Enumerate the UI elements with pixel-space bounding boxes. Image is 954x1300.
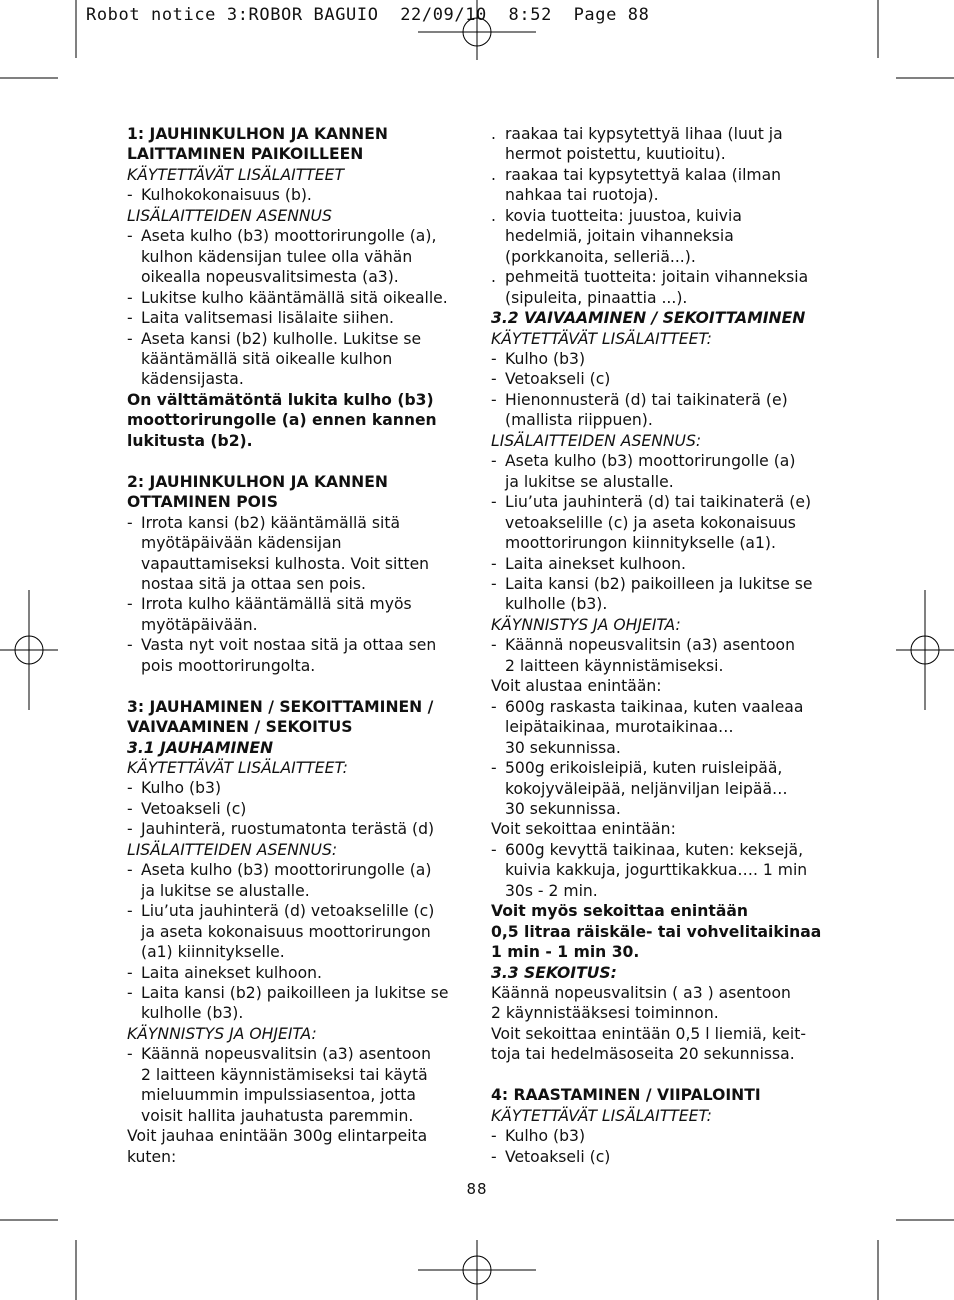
section-subtitle: 3.2 VAIVAAMINEN / SEKOITTAMINEN — [491, 309, 806, 328]
text-line: kovia tuotteita: juustoa, kuivia — [505, 206, 742, 225]
text-line: Kulho (b3) — [505, 349, 586, 368]
text-line: 30s - 2 min. — [505, 881, 598, 900]
text-line: 2 laitteen käynnistämiseksi tai käytä — [141, 1065, 428, 1084]
list-item — [491, 1126, 836, 1146]
list-marker: . — [491, 165, 496, 184]
list-item-text — [505, 554, 836, 574]
list-item — [127, 963, 472, 983]
list-item — [491, 635, 836, 676]
text-line: moottorirungon kiinnitykselle (a1). — [505, 534, 776, 553]
text-line: Kulho (b3) — [141, 779, 222, 798]
bold-heading: On välttämätöntä lukita kulho (b3) — [127, 390, 434, 409]
list-item-text — [141, 329, 472, 390]
list-item — [127, 288, 472, 308]
text-line: hedelmiä, joitain vihanneksia — [505, 227, 734, 246]
bold-heading: VAIVAAMINEN / SEKOITUS — [127, 718, 353, 737]
text-line: leipätaikinaa, murotaikinaa… — [505, 718, 734, 737]
list-item — [127, 226, 472, 287]
list-item-text — [505, 390, 836, 431]
bold-heading: LAITTAMINEN PAIKOILLEEN — [127, 145, 364, 164]
text-line: kulholle (b3). — [505, 595, 608, 614]
text-line: 2 laitteen käynnistämiseksi. — [505, 656, 724, 675]
list-item-text — [141, 513, 472, 595]
bold-heading: Voit myös sekoittaa enintään — [491, 902, 748, 921]
italic-subheading: KÄYTETTÄVÄT LISÄLAITTEET: — [491, 1106, 712, 1125]
spacer — [127, 676, 472, 696]
list-item-text — [141, 635, 472, 676]
list-item — [491, 554, 836, 574]
text-line: Vetoakseli (c) — [141, 799, 247, 818]
text-line: Hienonnusterä (d) tai taikinaterä (e) — [505, 390, 788, 409]
list-item-text — [505, 165, 836, 206]
paragraph-line: Voit sekoittaa enintään: — [491, 820, 676, 839]
list-item-text — [141, 901, 472, 962]
list-marker: - — [491, 493, 497, 512]
list-marker: - — [127, 861, 133, 880]
text-line: Irrota kulho kääntämällä sitä myös — [141, 595, 412, 614]
list-marker: - — [127, 595, 133, 614]
list-marker: - — [491, 349, 497, 368]
text-line: Vetoakseli (c) — [505, 1147, 611, 1166]
text-line: kulholle (b3). — [141, 1004, 244, 1023]
list-item-text — [141, 226, 472, 287]
list-item — [491, 206, 836, 267]
list-item-text — [505, 635, 836, 676]
text-line: 500g erikoisleipiä, kuten ruisleipää, — [505, 759, 783, 778]
paragraph-line: 2 käynnistääksesi toiminnon. — [491, 1004, 719, 1023]
list-marker: - — [491, 574, 497, 593]
text-line: 600g kevyttä taikinaa, kuten: keksejä, — [505, 840, 804, 859]
bold-heading: 1 min - 1 min 30. — [491, 943, 640, 962]
list-marker: - — [127, 820, 133, 839]
text-line: kulhon kädensijan tulee olla vähän — [141, 247, 413, 266]
text-line: Laita ainekset kulhoon. — [141, 963, 322, 982]
list-item — [491, 349, 836, 369]
bold-heading: 0,5 litraa räiskäle- tai vohvelitaikinaa — [491, 922, 822, 941]
text-line: Aseta kulho (b3) moottorirungolle (a) — [505, 452, 796, 471]
paragraph-line: Voit sekoittaa enintään 0,5 l liemiä, keit- — [491, 1024, 806, 1043]
text-line: Aseta kulho (b3) moottorirungolle (a) — [141, 861, 432, 880]
text-line: Kulhokokonaisuus (b). — [141, 186, 312, 205]
italic-subheading: KÄYTETTÄVÄT LISÄLAITTEET — [127, 165, 345, 184]
list-marker: - — [127, 963, 133, 982]
bold-heading: 4: RAASTAMINEN / VIIPALOINTI — [491, 1086, 761, 1105]
bold-heading: lukitusta (b2). — [127, 431, 253, 450]
text-line: Jauhinterä, ruostumatonta terästä (d) — [141, 820, 435, 839]
list-item-text — [141, 799, 472, 819]
list-item — [491, 451, 836, 492]
list-marker: - — [491, 840, 497, 859]
paragraph-line: Voit alustaa enintään: — [491, 677, 662, 696]
text-line: Käännä nopeusvalitsin (a3) asentoon — [505, 636, 795, 655]
text-line: vapauttamiseksi kulhosta. Voit sitten — [141, 554, 430, 573]
section-subtitle: 3.1 JAUHAMINEN — [127, 738, 274, 757]
text-line: 600g raskasta taikinaa, kuten vaaleaa — [505, 697, 804, 716]
text-line: raakaa tai kypsytettyä kalaa (ilman — [505, 165, 782, 184]
list-marker: . — [491, 206, 496, 225]
list-marker: - — [491, 370, 497, 389]
list-item — [127, 185, 472, 205]
list-item-text — [505, 1126, 836, 1146]
spacer — [127, 451, 472, 471]
list-item-text — [141, 185, 472, 205]
text-line: Aseta kulho (b3) moottorirungolle (a), — [141, 227, 437, 246]
list-item-text — [505, 349, 836, 369]
list-marker: - — [127, 227, 133, 246]
list-item-text — [505, 124, 836, 165]
list-item — [127, 860, 472, 901]
list-item — [127, 778, 472, 798]
list-marker: - — [491, 1147, 497, 1166]
bold-heading: 2: JAUHINKULHON JA KANNEN — [127, 472, 388, 491]
list-item-text — [141, 983, 472, 1024]
text-line: kääntämällä sitä oikealle kulhon — [141, 349, 393, 368]
text-line: Kulho (b3) — [505, 1127, 586, 1146]
text-line: myötäpäivään kädensijan — [141, 534, 342, 553]
list-marker: . — [491, 125, 496, 143]
paragraph-line: toja tai hedelmäsoseita 20 sekunnissa. — [491, 1045, 795, 1064]
list-marker: - — [127, 288, 133, 307]
text-line: Liu’uta jauhinterä (d) vetoakselille (c) — [141, 902, 435, 921]
list-item-text — [141, 308, 472, 328]
list-item-text — [505, 697, 836, 758]
text-line: 30 sekunnissa. — [505, 738, 621, 757]
list-item — [127, 635, 472, 676]
text-line: (porkkanoita, selleriä...). — [505, 247, 696, 266]
list-marker: . — [491, 268, 496, 287]
list-marker: - — [491, 636, 497, 655]
text-line: oikealla nopeusvalitsimesta (a3). — [141, 268, 399, 287]
list-item-text — [505, 758, 836, 819]
list-item — [491, 840, 836, 901]
list-item — [127, 983, 472, 1024]
list-marker: - — [127, 186, 133, 205]
list-marker: - — [127, 799, 133, 818]
list-item — [127, 819, 472, 839]
list-marker: - — [127, 309, 133, 328]
list-item-text — [141, 594, 472, 635]
list-item-text — [505, 267, 836, 308]
list-item — [127, 308, 472, 328]
list-item-text — [141, 288, 472, 308]
list-item — [491, 369, 836, 389]
italic-subheading: KÄYTETTÄVÄT LISÄLAITTEET: — [127, 759, 348, 778]
left-column — [127, 124, 472, 1167]
list-marker: - — [127, 513, 133, 532]
list-item-text — [505, 574, 836, 615]
page-number: 88 — [466, 1180, 488, 1198]
text-line: pehmeitä tuotteita: joitain vihanneksia — [505, 268, 809, 287]
italic-subheading: LISÄLAITTEIDEN ASENNUS: — [491, 431, 702, 450]
list-item-text — [505, 206, 836, 267]
list-item-text — [505, 369, 836, 389]
italic-subheading: LISÄLAITTEIDEN ASENNUS: — [127, 840, 338, 859]
text-line: Lukitse kulho kääntämällä sitä oikealle. — [141, 288, 448, 307]
list-item — [491, 165, 836, 206]
list-marker: - — [491, 697, 497, 716]
list-marker: - — [491, 1127, 497, 1146]
list-marker: - — [491, 759, 497, 778]
list-item — [491, 758, 836, 819]
right-column — [491, 124, 836, 1167]
list-marker: - — [491, 390, 497, 409]
text-line: (mallista riippuen). — [505, 411, 653, 430]
list-marker: - — [127, 779, 133, 798]
list-marker: - — [127, 329, 133, 348]
list-item — [127, 1044, 472, 1126]
list-item — [127, 901, 472, 962]
text-line: Laita kansi (b2) paikoilleen ja lukitse se — [505, 574, 813, 593]
list-item-text — [505, 492, 836, 553]
italic-subheading: KÄYNNISTYS JA OHJEITA: — [127, 1024, 317, 1043]
text-line: (a1) kiinnitykselle. — [141, 943, 285, 962]
list-item-text — [141, 963, 472, 983]
list-item — [491, 492, 836, 553]
list-item-text — [141, 778, 472, 798]
list-item — [491, 267, 836, 308]
list-item — [491, 697, 836, 758]
list-item-text — [505, 840, 836, 901]
text-line: Käännä nopeusvalitsin (a3) asentoon — [141, 1045, 431, 1064]
text-line: hermot poistettu, kuutioitu). — [505, 145, 726, 164]
list-item-text — [141, 819, 472, 839]
bold-heading: 3: JAUHAMINEN / SEKOITTAMINEN / — [127, 697, 434, 716]
list-marker: - — [127, 1045, 133, 1064]
text-line: myötäpäivään. — [141, 615, 258, 634]
italic-subheading: KÄYNNISTYS JA OHJEITA: — [491, 615, 681, 634]
list-item — [491, 574, 836, 615]
bold-heading: moottorirungolle (a) ennen kannen — [127, 411, 437, 430]
text-line: Liu’uta jauhinterä (d) tai taikinaterä (e) — [505, 493, 812, 512]
list-item-text — [141, 1044, 472, 1126]
list-marker: - — [127, 902, 133, 921]
text-line: Vetoakseli (c) — [505, 370, 611, 389]
section-subtitle: 3.3 SEKOITUS: — [491, 963, 617, 982]
text-line: Laita valitsemasi lisälaite siihen. — [141, 309, 394, 328]
list-item-text — [505, 1147, 836, 1167]
bold-heading: 1: JAUHINKULHON JA KANNEN — [127, 125, 388, 143]
text-line: ja aseta kokonaisuus moottorirungon — [141, 922, 431, 941]
bold-heading: OTTAMINEN POIS — [127, 493, 278, 512]
italic-subheading: KÄYTETTÄVÄT LISÄLAITTEET: — [491, 329, 712, 348]
text-line: 30 sekunnissa. — [505, 799, 621, 818]
text-line: kädensijasta. — [141, 370, 244, 389]
spacer — [491, 1065, 836, 1085]
paragraph-line: Voit jauhaa enintään 300g elintarpeita — [127, 1127, 428, 1146]
list-marker: - — [127, 636, 133, 655]
list-item — [491, 124, 836, 165]
list-item — [127, 513, 472, 595]
list-item-text — [505, 451, 836, 492]
text-line: kuivia kakkuja, jogurttikakkua…. 1 min — [505, 861, 808, 880]
text-line: raakaa tai kypsytettyä lihaa (luut ja — [505, 125, 783, 143]
list-marker: - — [127, 984, 133, 1002]
text-line: Laita ainekset kulhoon. — [505, 554, 686, 573]
text-line: voisit hallita jauhatusta paremmin. — [141, 1106, 414, 1125]
list-item-text — [141, 860, 472, 901]
list-item — [491, 1147, 836, 1167]
text-line: kokojyväleipää, neljänviljan leipää… — [505, 779, 788, 798]
text-line: nostaa sitä ja ottaa sen pois. — [141, 574, 366, 593]
list-marker: - — [491, 452, 497, 471]
paragraph-line: kuten: — [127, 1147, 177, 1166]
text-line: Vasta nyt voit nostaa sitä ja ottaa sen — [141, 636, 437, 655]
text-line: nahkaa tai ruotoja). — [505, 186, 659, 205]
list-item — [491, 390, 836, 431]
text-line: (sipuleita, pinaattia ...). — [505, 288, 688, 307]
list-item — [127, 594, 472, 635]
text-line: mieluummin impulssiasentoa, jotta — [141, 1086, 416, 1105]
list-marker: - — [491, 554, 497, 573]
italic-subheading: LISÄLAITTEIDEN ASENNUS — [127, 206, 332, 225]
text-line: Irrota kansi (b2) kääntämällä sitä — [141, 513, 400, 532]
text-line: Laita kansi (b2) paikoilleen ja lukitse se — [141, 984, 449, 1002]
list-item — [127, 329, 472, 390]
paragraph-line: Käännä nopeusvalitsin ( a3 ) asentoon — [491, 984, 791, 1003]
list-item — [127, 799, 472, 819]
text-line: ja lukitse se alustalle. — [505, 472, 674, 491]
text-line: vetoakselille (c) ja aseta kokonaisuus — [505, 513, 796, 532]
text-line: ja lukitse se alustalle. — [141, 881, 310, 900]
text-line: pois moottorirungolta. — [141, 656, 316, 675]
print-header: Robot notice 3:ROBOR BAGUIO 22/09/10 8:52 Page 88 — [86, 5, 650, 25]
text-line: Aseta kansi (b2) kulholle. Lukitse se — [141, 329, 422, 348]
